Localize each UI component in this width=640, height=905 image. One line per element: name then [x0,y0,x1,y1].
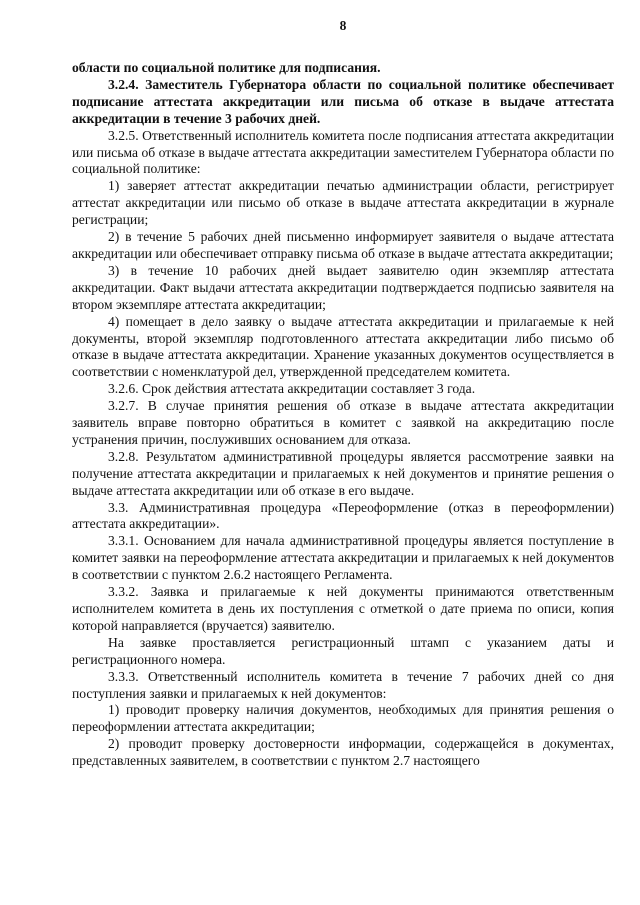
list-item: 2) проводит проверку достоверности информации, содержащейся в документах, представленных заявителем, в соответствии с пунктом 2.7 настоящего [72,736,614,769]
paragraph: На заявке проставляется регистрационный штамп с указанием даты и регистрационного номера. [72,634,614,667]
list-item: 4) помещает в дело заявку о выдаче аттестата аккредитации и прилагаемые к ней документы, второй экземпляр подготовленного аттестата аккредитации либо письмо об отказе в выдаче аттестата аккредитации. Хранение указанных документов осуществляется в соответствии с номенклатурой дел, утвержденной председателем комитета. [72,313,614,380]
paragraph-3-2-6: 3.2.6. Срок действия аттестата аккредитации составляет 3 года. [108,381,476,397]
list-item: 1) проводит проверку наличия документов, необходимых для принятия решения о переоформлении аттестата аккредитации; [72,702,614,735]
paragraph-3-3-1: 3.3.1. Основанием для начала административной процедуры является поступление в комитет заявки на переоформление аттестата аккредитации и прилагаемых к ней документов в соответствии с пунктом 2.6.2 настоящего Регламента. [72,533,614,583]
paragraph-3-2-4: 3.2.4. Заместитель Губернатора области по социальной политике обеспечивает подписание аттестата аккредитации или письма об отказе в выдаче аттестата аккредитации в течение 3 рабочих дней. [72,76,614,126]
section-heading-3-3: 3.3. Административная процедура «Переоформление (отказ в переоформлении) аттестата аккредитации». [72,499,614,532]
list-item: 2) в течение 5 рабочих дней письменно информирует заявителя о выдаче аттестата аккредитации или обеспечивает отправку письма об отказе в выдаче аттестата аккредитации; [72,229,614,261]
paragraph-3-3-2: 3.3.2. Заявка и прилагаемые к ней документы принимаются ответственным исполнителем комитета в день их поступления с отметкой о дате приема по описи, копия которой направляется (вручается) заявителю. [72,584,614,633]
document-body [72,60,614,770]
paragraph-3-2-8: 3.2.8. Результатом административной процедуры является рассмотрение заявки на получение аттестата аккредитации и прилагаемых к ней документов и принятие решения о выдаче аттестата аккредитации или об отказе в его выдаче. [72,448,614,498]
list-item: 1) заверяет аттестат аккредитации печатью администрации области, регистрирует аттестат аккредитации или письмо об отказе в выдаче аттестата аккредитации в журнале регистрации; [72,178,614,228]
paragraph-3-3-3: 3.3.3. Ответственный исполнитель комитета в течение 7 рабочих дней со дня поступления заявки и прилагаемых к ней документов: [72,668,614,701]
page-number: 8 [339,18,347,33]
paragraph-3-2-7: 3.2.7. В случае принятия решения об отказе в выдаче аттестата аккредитации заявитель вправе повторно обратиться в комитет с заявкой на аккредитацию после устранения причин, послуживших основанием для отказа. [72,398,614,447]
paragraph-3-2-5: 3.2.5. Ответственный исполнитель комитета после подписания аттестата аккредитации или письма об отказе в выдаче аттестата аккредитации заместителем Губернатора области по социальной политике: [72,127,614,177]
paragraph: области по социальной политике для подписания. [72,60,381,75]
list-item: 3) в течение 10 рабочих дней выдает заявителю один экземпляр аттестата аккредитации. Факт выдачи аттестата аккредитации подтверждается подписью заявителя на втором экземпляре аттестата аккредитации; [72,262,614,312]
